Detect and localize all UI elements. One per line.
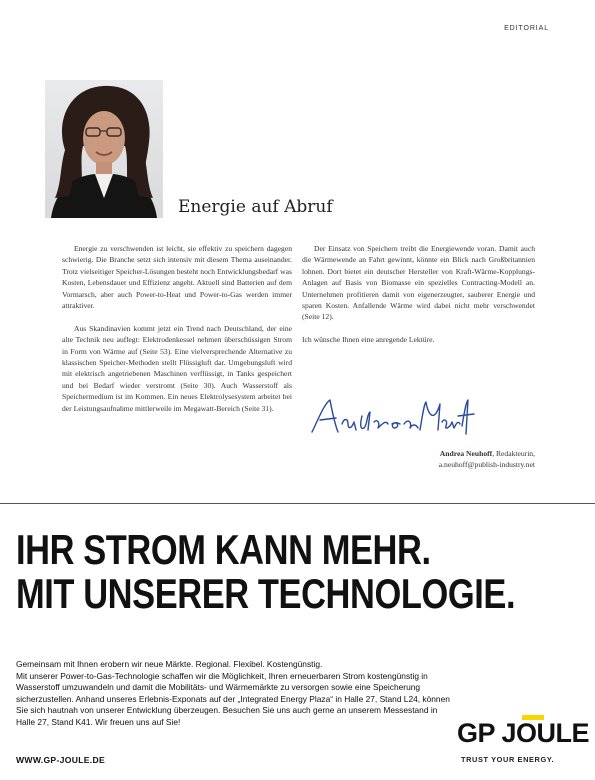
editorial-column-right <box>302 243 535 357</box>
editorial-paragraph: Der Einsatz von Speichern treibt die Energiewende voran. Damit auch die Wärmewende an Fahrt gewinnt, könnte ein Blick nach Großbritannien lohnen. Dort bietet ein deutscher Hersteller von Kraft-Wärme-Kopplungs-Anlagen auf Basis von Biomasse ein spezielles Contracting-Modell an. Unternehmen profitieren damit von eigenerzeugter, sauberer Energie und sparen Kosten. Anfallende Wärme wird dabei nicht mehr verschwendet (Seite 12). <box>302 244 535 322</box>
logo-tagline: TRUST YOUR ENERGY. <box>461 755 555 764</box>
editorial-paragraph: Aus Skandinavien kommt jetzt ein Trend nach Deutschland, der eine alte Technik neu auflegt: Elektrodenkessel nehmen überschüssigen Strom in Form von Wärme auf (Seite 53). Eine vielversprechende Alternative zu klassischen Speicher-Methoden stellt Flüssigluft dar. Umgebungsluft wird mit elektrisch angetriebenen Maschinen verflüssigt, in Tanks gespeichert und bei Bedarf wieder verstromt (Seite 30). Auch Wasserstoff als Speichermedium ist im Kommen. Ein neues Elektrolysesystem arbeitet bei der Leistungsaufnahme mittlerweile im Megawatt-Bereich (Seite 31). <box>62 323 292 413</box>
ad-website-link[interactable]: WWW.GP-JOULE.DE <box>16 755 106 765</box>
editorial-paragraph: Energie zu verschwenden ist leicht, sie effektiv zu speichern dagegen schwierig. Die Branche setzt sich intensiv mit diesem Thema auseinander. Trotz vielseitiger Speicher-Lösungen besteht noch Entwicklungsbedarf was Kosten, Lebensdauer und Effizienz angeht. Aktuell sind Batterien auf dem Vormarsch, aber auch Power-to-Heat und Power-to-Gas werden immer attraktiver. <box>62 244 292 311</box>
gp-joule-logo <box>457 718 590 766</box>
author-credit <box>302 448 535 471</box>
logo-wordmark: GP JOULE <box>457 718 590 748</box>
section-label: EDITORIAL <box>504 25 549 32</box>
ad-body-text <box>16 659 456 729</box>
handwritten-signature <box>308 394 478 442</box>
ad-headline-line: IHR STROM KANN MEHR. <box>16 526 431 573</box>
author-role: , Redakteurin, <box>492 449 535 458</box>
author-name: Andrea Neuhoff <box>439 449 493 458</box>
editorial-column-left <box>62 243 292 425</box>
author-portrait <box>45 80 163 218</box>
ad-body-paragraph: Mit unserer Power-to-Gas-Technologie schaffen wir die Möglichkeit, Ihren erneuerbaren Strom kostengünstig in Wasserstoff umzuwandeln und damit die Mobilitäts- und Wärmemärkte zu versorgen sowie eine Speicherung sicherzustellen. Anhand unseres Erlebnis-Exponats auf der „Integrated Energy Plaza“ in Halle 27, Stand L24, können Sie sich hautnah von unserer Entwicklung überzeugen. Besuchen Sie uns auch gerne an unserem Messestand in Halle 27, Stand K41. Wir freuen uns auf Sie! <box>16 670 450 727</box>
editorial-title: Energie auf Abruf <box>178 197 333 217</box>
ad-headline <box>16 528 515 616</box>
closing-line: Ich wünsche Ihnen eine anregende Lektüre. <box>302 335 435 345</box>
ad-body-lead: Gemeinsam mit Ihnen erobern wir neue Märkte. Regional. Flexibel. Kostengünstig. <box>16 659 323 669</box>
author-email[interactable]: a.neuhoff@publish-industry.net <box>438 460 535 470</box>
page-divider <box>0 503 595 504</box>
ad-headline-line: MIT UNSERER TECHNOLOGIE. <box>16 570 516 617</box>
